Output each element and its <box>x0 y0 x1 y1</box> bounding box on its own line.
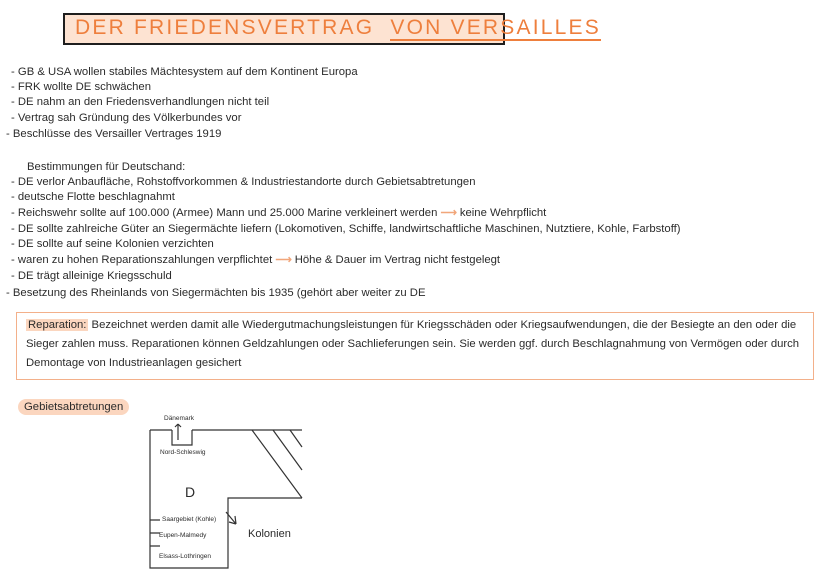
bestimmung-line: - Besetzung des Rheinlands von Siegermächten bis 1935 (gehört aber weiter zu DE <box>6 287 426 299</box>
arrow-icon: ⟶ <box>275 254 292 266</box>
bestimmung-result: keine Wehrpflicht <box>459 207 547 219</box>
intro-line: - FRK wollte DE schwächen <box>11 81 152 93</box>
reparation-term: Reparation: <box>28 319 87 331</box>
label-center: D <box>185 484 196 500</box>
intro-line: - Beschlüsse des Versailler Vertrages 1919 <box>6 128 222 140</box>
bestimmung-line: - DE trägt alleinige Kriegsschuld <box>11 270 172 282</box>
label-nordschleswig: Nord-Schleswig <box>160 449 206 456</box>
bestimmung-text: - Reichswehr sollte auf 100.000 (Armee) Mann und 25.000 Marine verkleinert werden <box>11 207 438 219</box>
bestimmung-line: - DE sollte auf seine Kolonien verzichten <box>11 238 214 250</box>
label-kolonien: Kolonien <box>248 528 291 540</box>
bestimmung-result: Höhe & Dauer im Vertrag nicht festgelegt <box>294 254 501 266</box>
bestimmung-line: - DE verlor Anbaufläche, Rohstoffvorkommen & Industriestandorte durch Gebietsabtretungen <box>11 176 476 188</box>
east-hatching <box>252 430 302 498</box>
reparation-text: Bezeichnet werden damit alle Wiedergutmachungsleistungen für Kriegsschäden oder Kriegsaufwendungen, die der Besiegte an den oder die Sieger zahlen muss. Reparationen können Geldzahlungen oder Sachlieferungen sein. Sie werden ggf. durch Beschlagnahmung von Vermögen oder durch Demontage von Industrieanlagen gesichert <box>26 319 800 369</box>
title-part-2: VON VERSAILLES <box>390 16 601 39</box>
arrow-icon: ⟶ <box>440 207 457 219</box>
bestimmung-line: - DE sollte zahlreiche Güter an Siegermächte liefern (Lokomotiven, Schiffe, landwirtschaftliche Maschinen, Nutztiere, Kohle, Farbstoff) <box>11 223 681 235</box>
germany-outline <box>150 424 302 568</box>
intro-line: - GB & USA wollen stabiles Mächtesystem auf dem Kontinent Europa <box>11 66 358 78</box>
label-daenemark: Dänemark <box>164 415 194 422</box>
label-elsass: Elsass-Lothringen <box>159 553 212 560</box>
north-arrow-icon <box>175 424 181 440</box>
bestimmungen-heading: Bestimmungen für Deutschand: <box>27 161 186 173</box>
intro-line: - DE nahm an den Friedensverhandlungen nicht teil <box>11 96 270 108</box>
bestimmung-text: - waren zu hohen Reparationszahlungen verpflichtet <box>11 254 273 266</box>
label-eupen: Eupen-Malmedy <box>159 532 207 539</box>
bestimmung-line: - deutsche Flotte beschlagnahmt <box>11 191 175 203</box>
title-part-1: DER FRIEDENSVERTRAG <box>75 16 375 39</box>
gebiet-heading: Gebietsabtretungen <box>18 399 129 415</box>
nordschleswig-box <box>172 430 192 445</box>
label-saargebiet: Saargebiet (Kohle) <box>162 516 217 523</box>
intro-line: - Vertrag sah Gründung des Völkerbundes vor <box>11 112 242 124</box>
